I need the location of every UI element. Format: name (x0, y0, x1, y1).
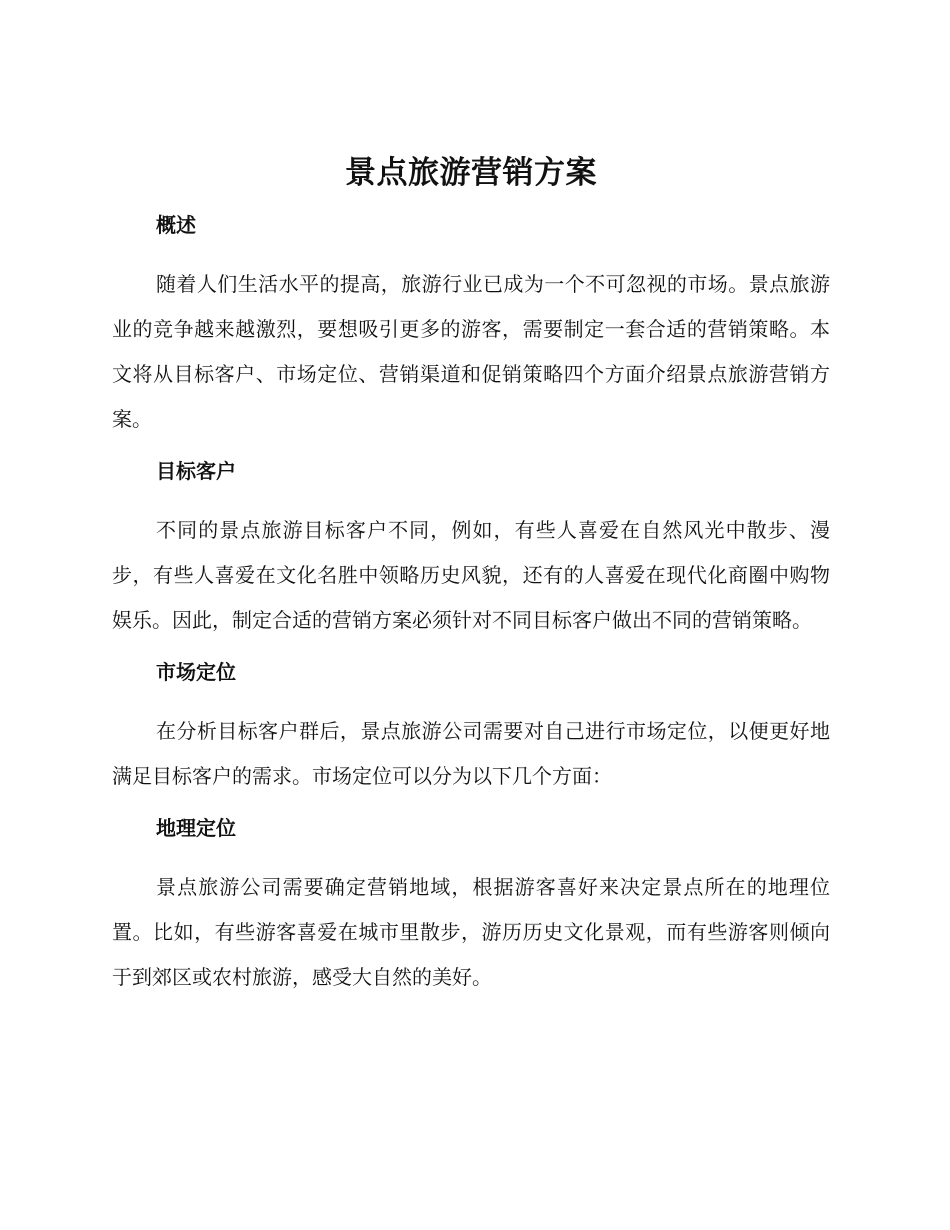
section-heading-market-positioning: 市场定位 (156, 660, 236, 684)
section-paragraph-geographic-positioning: 景点旅游公司需要确定营销地域，根据游客喜好来决定景点所在的地理位置。比如，有些游客喜爱在城市里散步，游历历史文化景观，而有些游客则倾向于到郊区或农村旅游，感受大自然的美好。 (112, 875, 830, 989)
section-paragraph-target-customers: 不同的景点旅游目标客户不同，例如，有些人喜爱在自然风光中散步、漫步，有些人喜爱在文化名胜中领略历史风貌，还有的人喜爱在现代化商圈中购物娱乐。因此，制定合适的营销方案必须针对不同目标客户做出不同的营销策略。 (112, 518, 830, 632)
section-heading-target-customers: 目标客户 (156, 459, 236, 483)
section-heading-overview: 概述 (156, 213, 196, 237)
section-paragraph-market-positioning: 在分析目标客户群后，景点旅游公司需要对自己进行市场定位，以便更好地满足目标客户的需求。市场定位可以分为以下几个方面： (112, 719, 830, 788)
document-title: 景点旅游营销方案 (345, 155, 597, 191)
section-heading-geographic-positioning: 地理定位 (156, 816, 236, 840)
section-paragraph-overview: 随着人们生活水平的提高，旅游行业已成为一个不可忽视的市场。景点旅游业的竞争越来越激烈，要想吸引更多的游客，需要制定一套合适的营销策略。本文将从目标客户、市场定位、营销渠道和促销策略四个方面介绍景点旅游营销方案。 (112, 272, 830, 431)
